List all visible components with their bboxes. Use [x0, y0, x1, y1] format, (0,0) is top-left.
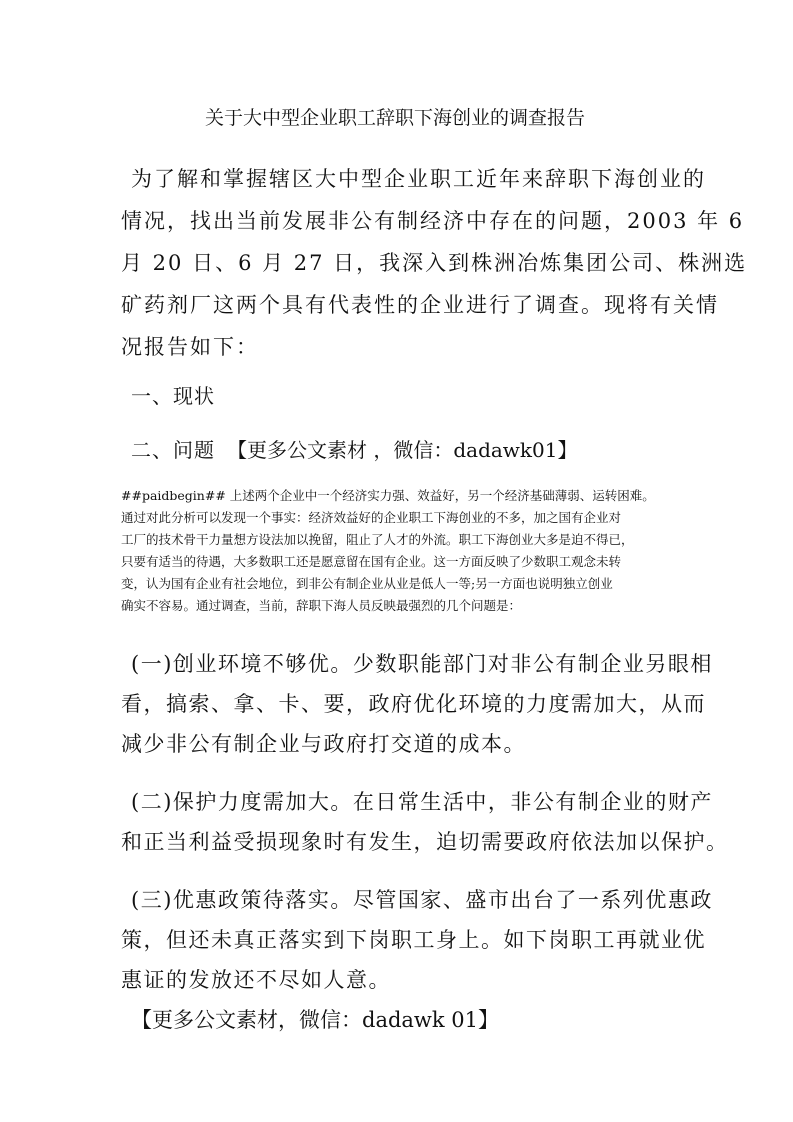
analysis-line: 工厂的技术骨干力量想方设法加以挽留，阻止了人才的外流。职工下海创业大多是迫不得已， [121, 532, 634, 547]
problem-line: (三)优惠政策待落实。尽管国家、盛市出台了一系列优惠政 [131, 888, 713, 912]
analysis-line: 只要有适当的待遇，大多数职工还是愿意留在国有企业。这一方面反映了少数职工观念未转 [121, 554, 622, 569]
intro-line: 月 20 日、6 月 27 日，我深入到株洲冶炼集团公司、株洲选 [121, 251, 748, 275]
problem-line: 和正当利益受损现象时有发生，迫切需要政府依法加以保护。 [121, 830, 729, 854]
intro-line: 况报告如下： [121, 335, 259, 359]
problem-item-2 [121, 782, 729, 862]
intro-line: 矿药剂厂这两个具有代表性的企业进行了调查。现将有关情 [121, 293, 719, 317]
analysis-line: ##paidbegin## 上述两个企业中一个经济实力强、效益好，另一个经济基础薄弱、运转困难。 [121, 488, 655, 503]
problem-item-3 [121, 880, 713, 1040]
promo-text: 【更多公文素材，微信：dadawk 01】 [131, 1008, 500, 1032]
problem-line: 看，搞索、拿、卡、要，政府优化环境的力度需加大，从而 [121, 692, 706, 716]
analysis-line: 变，认为国有企业有社会地位，到非公有制企业从业是低人一等;另一方面也说明独立创业 [121, 576, 613, 591]
section-heading-problems-label: 二、问题 [131, 438, 215, 462]
problem-line: (二)保护力度需加大。在日常生活中，非公有制企业的财产 [131, 790, 713, 814]
problem-line: 减少非公有制企业与政府打交道的成本。 [121, 732, 526, 756]
analysis-line: 确实不容易。通过调查，当前，辞职下海人员反映最强烈的几个问题是： [121, 598, 522, 613]
promo-text: 【更多公文素材 ，微信：dadawk01】 [227, 438, 578, 462]
intro-line: 为了解和掌握辖区大中型企业职工近年来辞职下海创业的 [131, 167, 706, 191]
section-heading-status: 一、现状 [131, 384, 215, 408]
analysis-line: 通过对此分析可以发现一个事实：经济效益好的企业职工下海创业的不多，加之国有企业对 [121, 510, 622, 525]
problem-line-last [121, 960, 691, 1040]
analysis-paragraph [121, 485, 681, 617]
problem-line-text: 惠证的发放还不尽如人意。 [121, 968, 391, 992]
document-title: 关于大中型企业职工辞职下海创业的调查报告 [205, 107, 586, 129]
intro-paragraph [121, 158, 748, 368]
problem-line: 策，但还未真正落实到下岗职工身上。如下岗职工再就业优 [121, 928, 706, 952]
intro-line: 情况，找出当前发展非公有制经济中存在的问题，2003 年 6 [121, 209, 745, 233]
problem-item-1 [121, 644, 713, 764]
problem-line: (一)创业环境不够优。少数职能部门对非公有制企业另眼相 [131, 652, 713, 676]
section-heading-problems [131, 435, 578, 465]
